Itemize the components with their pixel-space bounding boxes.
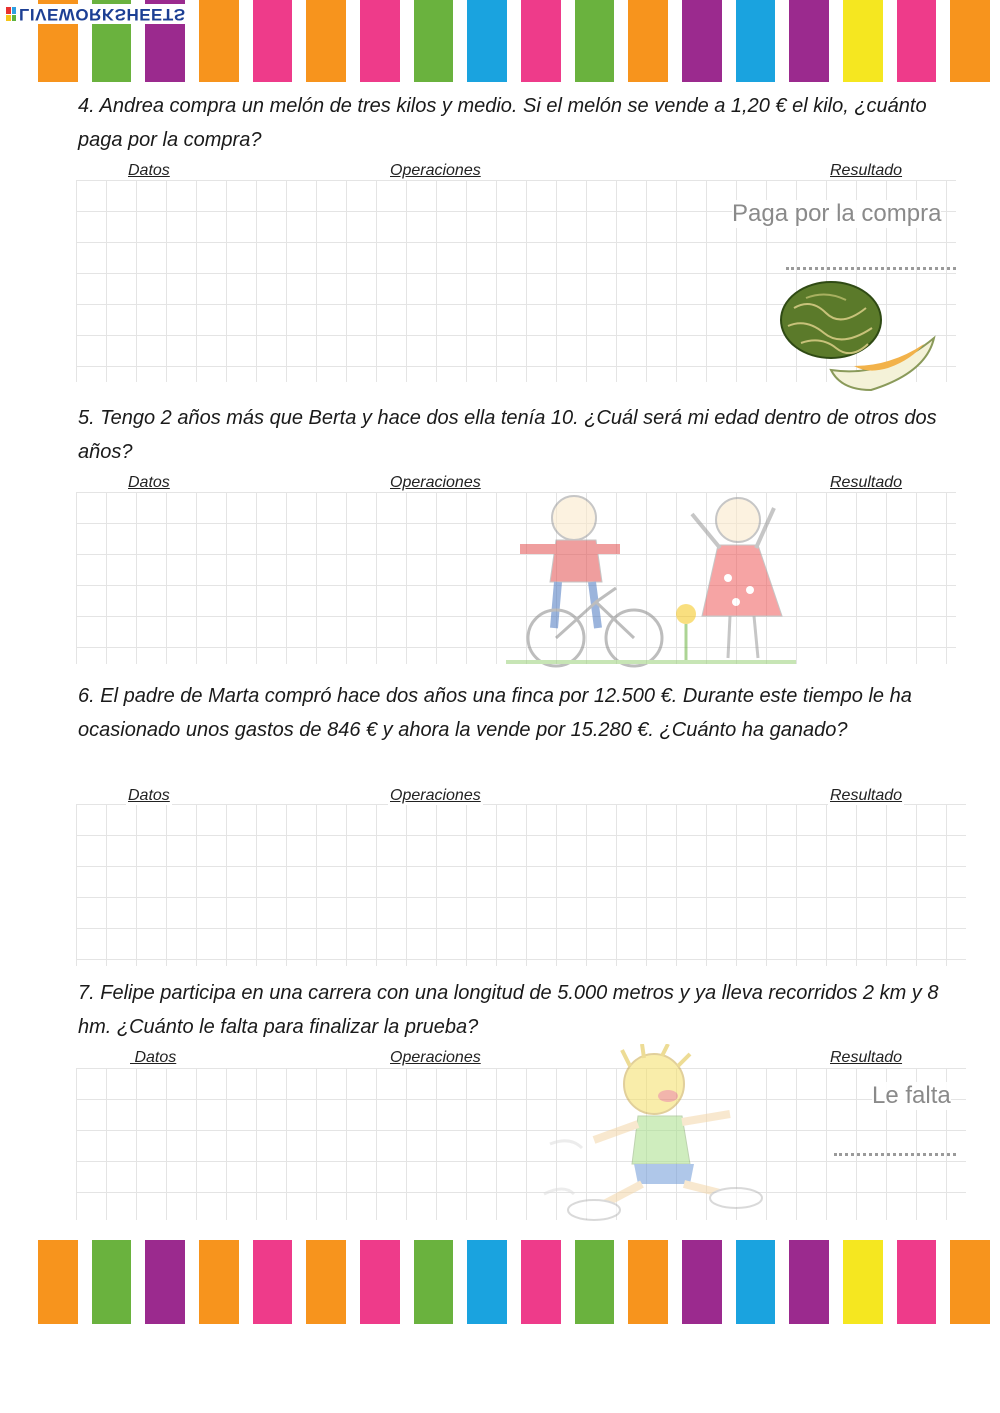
stripe-12 [628, 1240, 668, 1324]
stripe-9 [467, 0, 507, 82]
stripe-17 [897, 1240, 937, 1324]
stripe-6 [306, 0, 346, 82]
question-7-text: 7. Felipe participa en una carrera con una longitud de 5.000 metros y ya lleva recorridos 2 km y 8 hm. ¿Cuánto le falta para finalizar la prueba? [78, 982, 939, 1038]
question-5-datos-header: Datos [128, 474, 170, 491]
question-6-operaciones-header: Operaciones [390, 787, 481, 804]
question-7-operaciones-header: Operaciones [390, 1049, 481, 1066]
stripe-7 [360, 0, 400, 82]
question-4-resultado-header: Resultado [830, 162, 903, 179]
running-boy-icon [534, 1044, 774, 1224]
stripe-9 [467, 1240, 507, 1324]
question-4-answer-label: Paga por la compra [732, 200, 942, 227]
stripe-16 [843, 0, 883, 82]
question-6-answer-grid[interactable] [76, 804, 966, 966]
question-7-answer-grid[interactable] [76, 1068, 966, 1220]
stripe-13 [682, 0, 722, 82]
stripe-5 [253, 1240, 293, 1324]
logo-text: LIVEWORKSHEETS [19, 4, 186, 24]
melon-icon [776, 278, 938, 396]
stripe-3 [145, 1240, 185, 1324]
stripe-18 [950, 0, 990, 82]
stripe-1 [38, 1240, 78, 1324]
stripe-14 [736, 1240, 776, 1324]
stripe-8 [414, 0, 454, 82]
logo-mark-icon [6, 7, 16, 21]
question-7-answer-label: Le falta [872, 1082, 951, 1109]
question-5-operaciones-header: Operaciones [390, 474, 481, 491]
stripe-10 [521, 1240, 561, 1324]
stripe-5 [253, 0, 293, 82]
question-7-answer-blank[interactable] [834, 1152, 956, 1156]
children-bicycle-icon [506, 490, 796, 668]
liveworksheets-logo [4, 4, 190, 24]
question-5-text: 5. Tengo 2 años más que Berta y hace dos ella tenía 10. ¿Cuál será mi edad dentro de otros dos años? [78, 407, 937, 463]
stripe-18 [950, 1240, 990, 1324]
question-6-resultado-header: Resultado [830, 787, 903, 804]
question-6-datos-header: Datos [128, 787, 170, 804]
stripe-14 [736, 0, 776, 82]
question-7-datos-header: Datos [130, 1049, 177, 1066]
stripe-8 [414, 1240, 454, 1324]
stripe-11 [575, 1240, 615, 1324]
stripe-15 [789, 0, 829, 82]
question-5-resultado-header: Resultado [830, 474, 903, 491]
stripe-15 [789, 1240, 829, 1324]
stripe-12 [628, 0, 668, 82]
stripe-11 [575, 0, 615, 82]
stripe-16 [843, 1240, 883, 1324]
stripe-6 [306, 1240, 346, 1324]
stripe-4 [199, 0, 239, 82]
question-7-resultado-header: Resultado [830, 1049, 903, 1066]
question-6-text: 6. El padre de Marta compró hace dos años una finca por 12.500 €. Durante este tiempo le ha ocasionado unos gastos de 846 € y ahora la vende por 15.280 €. ¿Cuánto ha ganado? [78, 685, 912, 741]
stripe-10 [521, 0, 561, 82]
question-4-operaciones-header: Operaciones [390, 162, 481, 179]
stripe-4 [199, 1240, 239, 1324]
bottom-stripe-border [38, 1240, 990, 1324]
stripe-13 [682, 1240, 722, 1324]
stripe-7 [360, 1240, 400, 1324]
question-4-text: 4. Andrea compra un melón de tres kilos y medio. Si el melón se vende a 1,20 € el kilo, ¿cuánto paga por la compra? [78, 95, 927, 151]
stripe-17 [897, 0, 937, 82]
question-4-datos-header: Datos [128, 162, 170, 179]
question-4-answer-blank[interactable] [786, 266, 956, 270]
stripe-2 [92, 1240, 132, 1324]
